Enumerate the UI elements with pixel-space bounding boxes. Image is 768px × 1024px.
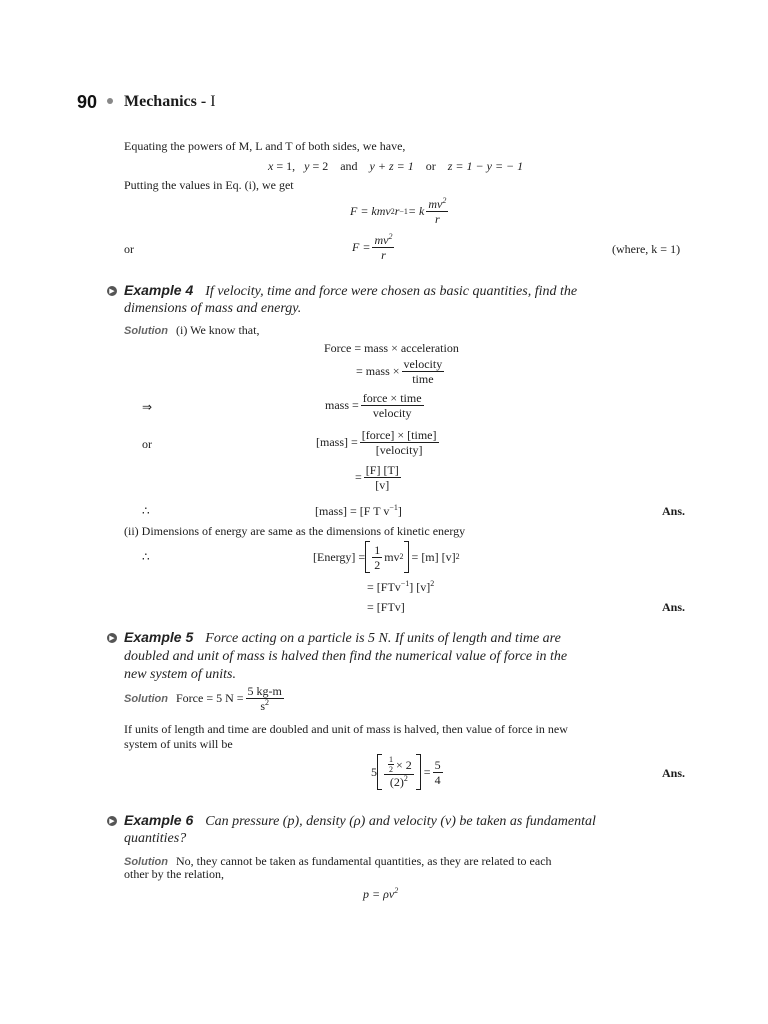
mass-result xyxy=(315,504,402,519)
example-6-sol-2: other by the relation, xyxy=(124,867,224,881)
part-2-text: (ii) Dimensions of energy are same as the dimensions of kinetic energy xyxy=(124,524,466,538)
therefore-symbol-2: ∴ xyxy=(142,550,150,564)
eq5-fraction xyxy=(364,463,401,492)
energy-result: = [FTv] xyxy=(367,600,405,614)
f1-lhs: F = kmv xyxy=(350,204,391,218)
example-6-label: Example 6 xyxy=(124,812,194,828)
eq3-num: force × time xyxy=(362,391,422,405)
en2-end: ] [v] xyxy=(409,580,431,594)
eq-z: z = 1 − y = − 1 xyxy=(447,159,524,173)
eq6-sup: −1 xyxy=(389,503,398,512)
eq-and: and xyxy=(340,159,358,173)
solution-label-5: Solution xyxy=(124,692,168,705)
q6-a: Can pressure ( xyxy=(205,814,288,829)
f2-num: mv xyxy=(374,233,389,247)
energy-eq-2: = [FTv$^{-1}$] $[v]^2$ xyxy=(367,579,435,594)
f2-den: r xyxy=(381,248,386,262)
example-6-question-1 xyxy=(205,814,596,829)
eq2-den: time xyxy=(412,372,434,386)
bullet-icon xyxy=(107,98,113,104)
eq-y-val: = 2 xyxy=(309,159,329,173)
en2: = [FTv xyxy=(367,580,401,594)
eq5-lhs: = xyxy=(355,470,362,484)
force-mass-equation: Force = mass × acceleration xyxy=(324,341,459,355)
example-5-question-1: Force acting on a particle is 5 N. If units of length and time are xyxy=(205,631,561,646)
result-den: 4 xyxy=(434,772,441,787)
answer-label-2: Ans. xyxy=(662,600,686,614)
f1-eq: = k xyxy=(407,204,425,218)
half-fraction xyxy=(388,755,394,774)
eq5-den: [v] xyxy=(375,478,390,492)
force-den: s xyxy=(260,699,266,713)
implies-symbol: ⇒ xyxy=(142,400,153,414)
chapter-title xyxy=(124,93,216,111)
eq4-fraction xyxy=(360,428,439,457)
or-label: or xyxy=(124,242,134,256)
q6-c: ) be taken as fundamental xyxy=(451,814,596,829)
calc-half-den: 2 xyxy=(389,765,393,774)
force-equation-1: F = kmv 2 r −1 = k $\frac{mv^2}{r}$ xyxy=(350,196,447,226)
eq-yz: y + z = 1 xyxy=(369,159,414,173)
force-num: 5 kg-m xyxy=(247,684,282,698)
solution-label: Solution xyxy=(124,325,168,337)
example-4-label: Example 4 xyxy=(124,282,194,298)
force-calculation xyxy=(371,754,445,790)
intro-line-2: Putting the values in Eq. (i), we get xyxy=(124,178,294,192)
example-4-question-2: dimensions of mass and energy. xyxy=(124,301,302,316)
eq2-lhs: = mass × xyxy=(356,364,400,378)
eq3-lhs: mass = xyxy=(325,398,359,412)
example-5-label: Example 5 xyxy=(124,629,194,645)
f2-fraction: $\frac{mv^2}{r}$ xyxy=(374,232,393,262)
page-number: 90 xyxy=(77,92,98,112)
force-lhs: Force = 5 N = xyxy=(176,691,244,705)
f1-den: r xyxy=(435,212,440,226)
q6-p: p xyxy=(287,814,295,829)
result-num: 5 xyxy=(434,757,441,772)
eq5-num: [F] [T] xyxy=(365,463,399,477)
en-lhs: [Energy] = xyxy=(313,549,366,564)
eq-x-val: = 1, xyxy=(273,159,296,173)
eq3-fraction xyxy=(361,391,424,420)
example-6-heading xyxy=(124,812,596,831)
force-fraction: $\frac{5 kg-m}{s^2}$ xyxy=(247,684,282,713)
relation: p = ρv xyxy=(363,887,395,901)
therefore-symbol: ∴ xyxy=(142,504,150,518)
eq4-lhs: [mass] = xyxy=(316,435,358,449)
or-label-2: or xyxy=(142,437,152,451)
example-5-text-2: system of units will be xyxy=(124,737,233,751)
intro-line-1: Equating the powers of M, L and T of both sides, we have, xyxy=(124,139,406,153)
eq6: [mass] = [F T v xyxy=(315,504,390,518)
example-5-icon: ▶ xyxy=(107,633,117,643)
where-note: (where, k = 1) xyxy=(612,242,681,256)
en2-sup: −1 xyxy=(400,579,410,588)
example-4-solution xyxy=(124,321,259,339)
force-equation-2 xyxy=(352,233,396,262)
eq2-num: velocity xyxy=(403,357,443,371)
calc-den: (2) xyxy=(389,775,404,789)
example-5-solution xyxy=(124,684,286,713)
example-4-heading xyxy=(124,282,577,301)
example-6-sol-1: No, they cannot be taken as fundamental quantities, as they are related to each xyxy=(176,854,552,868)
dim-mass-eq xyxy=(316,428,441,457)
f1-mid: r xyxy=(394,204,400,218)
chapter-roman: I xyxy=(210,93,216,110)
example-5-heading xyxy=(124,629,561,648)
example-6-icon: ▶ xyxy=(107,816,117,826)
en-fraction xyxy=(372,543,382,572)
eq2-fraction xyxy=(402,357,445,386)
calc-half-num: 1 xyxy=(389,755,393,764)
q6-v: v xyxy=(445,814,452,829)
f1-num: mv xyxy=(428,197,443,211)
chapter-title-text: Mechanics - xyxy=(124,93,211,110)
ftv-eq xyxy=(355,463,403,492)
eq-y: y xyxy=(304,159,310,173)
eq4-den: [velocity] xyxy=(375,443,423,457)
answer-label: Ans. xyxy=(662,504,686,518)
example-5-question-2: doubled and unit of mass is halved then find the numerical value of force in the xyxy=(124,649,568,664)
pressure-relation: $p = \rho v^2$ xyxy=(363,886,399,901)
calc-eq: = xyxy=(423,764,431,779)
f1-fraction: $\frac{mv^2}{r}$ xyxy=(428,196,447,226)
en-mv: mv xyxy=(384,549,400,564)
eq3-den: velocity xyxy=(372,406,412,420)
example-6-question-2: quantities? xyxy=(124,831,187,846)
example-5-text-1: If units of length and time are doubled and unit of mass is halved, then value of force in new xyxy=(124,722,568,736)
solution-label-6: Solution xyxy=(124,856,168,868)
eq-or: or xyxy=(425,159,436,173)
eq4-num: [force] × [time] xyxy=(361,428,437,442)
en-num: 1 xyxy=(374,542,381,557)
calc-fraction: $\frac{1}{2}$ × 2 $(2)^2$ xyxy=(384,755,414,789)
powers-equation xyxy=(268,159,523,174)
solution-intro: (i) We know that, xyxy=(176,323,260,337)
calc-coef: 5 xyxy=(371,764,377,779)
example-4-icon: ▶ xyxy=(107,286,117,296)
q6-b: ), density (ρ) and velocity ( xyxy=(294,814,446,829)
result-fraction xyxy=(433,758,443,787)
eq6-end: ] xyxy=(397,504,402,518)
eq-x: x xyxy=(268,159,274,173)
mass-eq xyxy=(325,391,426,420)
example-4-question-1: If velocity, time and force were chosen as basic quantities, find the xyxy=(205,284,578,299)
example-5-question-3: new system of units. xyxy=(124,667,236,682)
en-den: 2 xyxy=(374,557,381,572)
energy-eq: [Energy] = $\frac{1}{2}$ mv 2 = [m] [v] 2 xyxy=(313,542,460,572)
en-rhs: = [m] [v] xyxy=(411,549,456,564)
calc-times: × 2 xyxy=(396,757,412,772)
mass-velocity-time-eq xyxy=(356,357,446,386)
f2-lhs: F = xyxy=(352,240,371,254)
answer-label-3: Ans. xyxy=(662,766,686,780)
